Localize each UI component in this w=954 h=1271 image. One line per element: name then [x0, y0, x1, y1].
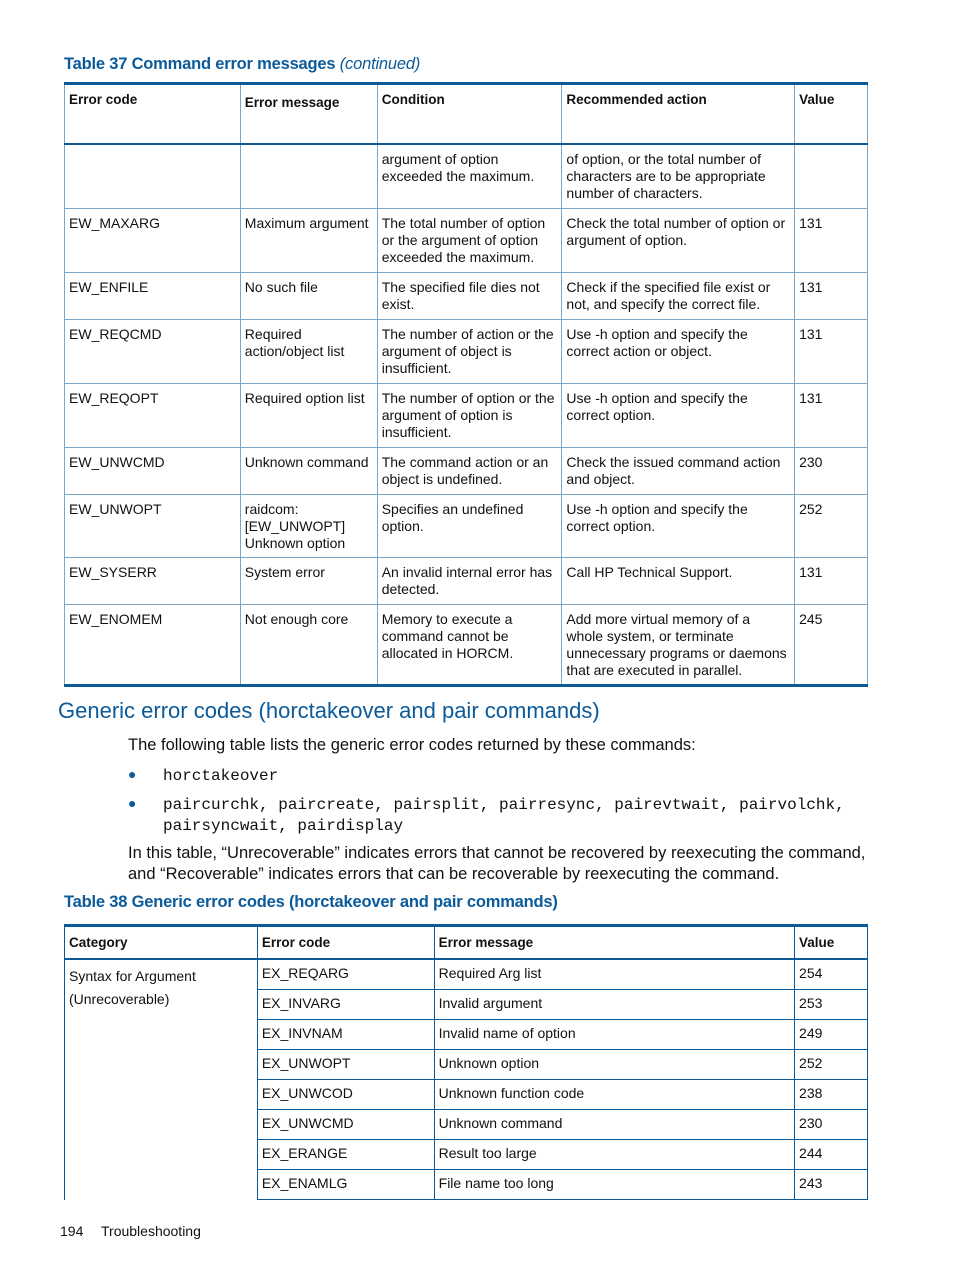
cell-error-message: Unknown command — [434, 1110, 794, 1140]
cell-value: 131 — [795, 272, 868, 319]
table-row — [65, 272, 868, 319]
cell-recommended-action: Call HP Technical Support. — [562, 557, 795, 604]
table-row — [65, 144, 868, 208]
cell-value: 131 — [795, 208, 868, 272]
cell-recommended-action: Use -h option and specify the correct option. — [562, 383, 795, 447]
table37-caption — [64, 55, 420, 74]
cell-error-code: EW_UNWOPT — [65, 494, 241, 557]
section-note: In this table, “Unrecoverable” indicates errors that cannot be recovered by reexecuting the command, and “Recoverable” indicates errors that can be recoverable by reexecuting the command. — [128, 844, 866, 883]
header-recommended-action: Recommended action — [562, 84, 795, 145]
cell-error-code: EX_INVARG — [257, 990, 434, 1020]
cell-condition: The total number of option or the argument of option exceeded the maximum. — [377, 208, 562, 272]
cell-condition: Memory to execute a command cannot be allocated in HORCM. — [377, 604, 562, 685]
table38-header-row — [65, 926, 868, 960]
table-row — [65, 959, 868, 990]
bullet-text: paircurchk, paircreate, pairsplit, pairresync, pairevtwait, pairvolchk, pairsyncwait, pairdisplay — [163, 796, 845, 835]
cell-condition: The number of action or the argument of object is insufficient. — [377, 319, 562, 383]
cell-recommended-action: Add more virtual memory of a whole system, or terminate unnecessary programs or daemons that are executed in parallel. — [562, 604, 795, 685]
cell-recommended-action: Use -h option and specify the correct action or object. — [562, 319, 795, 383]
section-title: Generic error codes (horctakeover and pair commands) — [58, 698, 600, 723]
header-error-code: Error code — [257, 926, 434, 960]
cell-error-code: EX_UNWCMD — [257, 1110, 434, 1140]
cell-error-message: Result too large — [434, 1140, 794, 1170]
table-row — [65, 494, 868, 557]
cell-error-code: EW_UNWCMD — [65, 447, 241, 494]
cell-value: 131 — [795, 319, 868, 383]
cell-value: 245 — [795, 604, 868, 685]
cell-recommended-action: Use -h option and specify the correct option. — [562, 494, 795, 557]
cell-error-message — [240, 144, 377, 208]
cell-value: 252 — [795, 1050, 868, 1080]
header-value: Value — [795, 84, 868, 145]
cell-error-message: File name too long — [434, 1170, 794, 1200]
cell-value: 131 — [795, 557, 868, 604]
table-row — [65, 319, 868, 383]
cell-error-code: EX_REQARG — [257, 959, 434, 990]
cell-error-message: Required action/object list — [240, 319, 377, 383]
cell-value: 238 — [795, 1080, 868, 1110]
cell-value — [795, 144, 868, 208]
generic-error-codes-table — [64, 924, 868, 1200]
header-error-message: Error message — [434, 926, 794, 960]
cell-condition: An invalid internal error has detected. — [377, 557, 562, 604]
header-error-code: Error code — [65, 84, 241, 145]
cell-error-code: EX_ERANGE — [257, 1140, 434, 1170]
cell-value: 253 — [795, 990, 868, 1020]
cell-value: 230 — [795, 1110, 868, 1140]
header-value: Value — [795, 926, 868, 960]
cell-value: 244 — [795, 1140, 868, 1170]
cell-error-message: System error — [240, 557, 377, 604]
bullet-text: horctakeover — [163, 767, 279, 785]
cell-error-message: Required Arg list — [434, 959, 794, 990]
header-condition: Condition — [377, 84, 562, 145]
header-error-message: Error message — [240, 84, 377, 145]
table37-caption-main: Table 37 Command error messages — [64, 55, 336, 73]
cell-error-code: EX_ENAMLG — [257, 1170, 434, 1200]
cell-error-message: Required option list — [240, 383, 377, 447]
cell-error-message: Unknown function code — [434, 1080, 794, 1110]
header-category: Category — [65, 926, 258, 960]
cell-value: 230 — [795, 447, 868, 494]
table37-caption-continued: (continued) — [339, 55, 421, 73]
cell-condition: The number of option or the argument of option is insufficient. — [377, 383, 562, 447]
cell-error-code — [65, 144, 241, 208]
cell-recommended-action: of option, or the total number of characters are to be appropriate number of characters. — [562, 144, 795, 208]
cell-value: 131 — [795, 383, 868, 447]
table38-caption: Table 38 Generic error codes (horctakeover and pair commands) — [64, 893, 558, 911]
table37-header-row — [65, 84, 868, 145]
cell-error-message: Unknown option — [434, 1050, 794, 1080]
cell-recommended-action: Check the total number of option or argument of option. — [562, 208, 795, 272]
cell-condition: The command action or an object is undefined. — [377, 447, 562, 494]
cell-error-code: EW_ENOMEM — [65, 604, 241, 685]
cell-error-code: EW_SYSERR — [65, 557, 241, 604]
footer-section: Troubleshooting — [101, 1223, 201, 1239]
cell-error-message: No such file — [240, 272, 377, 319]
cell-error-code: EX_UNWCOD — [257, 1080, 434, 1110]
cell-error-message: Invalid name of option — [434, 1020, 794, 1050]
table-row — [65, 208, 868, 272]
cell-category: Syntax for Argument (Unrecoverable) — [65, 959, 258, 1200]
bullet-dot-icon: ● — [128, 795, 137, 811]
page-footer — [60, 1223, 215, 1239]
table-row — [65, 557, 868, 604]
cell-error-message: raidcom: [EW_UNWOPT] Unknown option — [240, 494, 377, 557]
cell-condition: Specifies an undefined option. — [377, 494, 562, 557]
cell-error-message: Maximum argument — [240, 208, 377, 272]
cell-value: 249 — [795, 1020, 868, 1050]
cell-error-code: EX_INVNAM — [257, 1020, 434, 1050]
bullet-dot-icon: ● — [128, 766, 137, 782]
cell-error-message: Invalid argument — [434, 990, 794, 1020]
cell-error-code: EW_MAXARG — [65, 208, 241, 272]
table-row — [65, 604, 868, 685]
cell-recommended-action: Check if the specified file exist or not, and specify the correct file. — [562, 272, 795, 319]
cell-error-code: EW_REQCMD — [65, 319, 241, 383]
cell-condition: The specified file dies not exist. — [377, 272, 562, 319]
cell-recommended-action: Check the issued command action and object. — [562, 447, 795, 494]
cell-error-code: EX_UNWOPT — [257, 1050, 434, 1080]
page-number: 194 — [60, 1223, 84, 1239]
table-row — [65, 447, 868, 494]
section-intro: The following table lists the generic error codes returned by these commands: — [128, 736, 696, 754]
cell-error-message: Unknown command — [240, 447, 377, 494]
table-row — [65, 383, 868, 447]
command-error-messages-table — [64, 82, 868, 687]
cell-error-code: EW_REQOPT — [65, 383, 241, 447]
cell-condition: argument of option exceeded the maximum. — [377, 144, 562, 208]
cell-value: 252 — [795, 494, 868, 557]
cell-value: 254 — [795, 959, 868, 990]
cell-error-message: Not enough core — [240, 604, 377, 685]
cell-error-code: EW_ENFILE — [65, 272, 241, 319]
cell-value: 243 — [795, 1170, 868, 1200]
